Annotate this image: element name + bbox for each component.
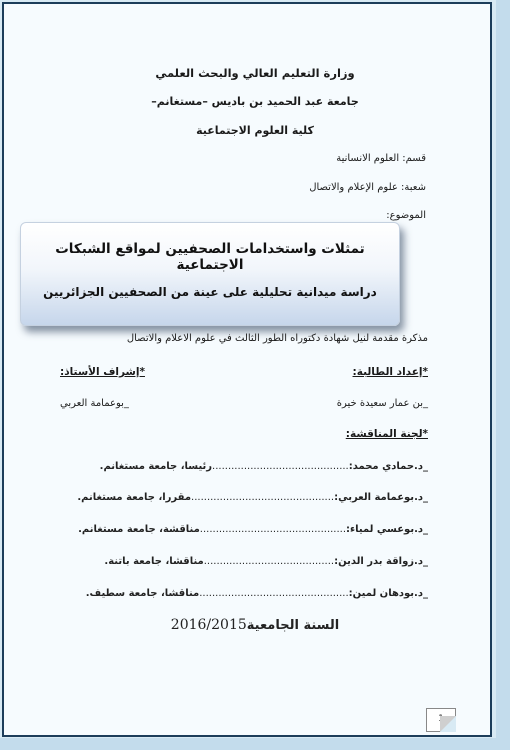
year-label: السنة الجامعية — [246, 618, 340, 633]
ministry-line: وزارة التعليم العالي والبحث العلمي — [155, 66, 355, 80]
committee-row: _د.بودهان لمين:...............................................مناقشا، جامعة سطيف. — [85, 588, 428, 599]
page-edge-bottom — [0, 738, 510, 750]
committee-label: *لجنة المناقشة: — [345, 428, 428, 440]
member-name: _د.بوعمامة العربي — [338, 492, 428, 503]
member-name: _د.حمادي محمد — [352, 461, 428, 472]
academic-year — [0, 617, 510, 633]
member-role: مناقشة، جامعة مستغانم. — [78, 524, 200, 535]
committee-row: _د.حمادي محمد:...........................................رئيسا، جامعة مستغانم. — [99, 461, 428, 472]
memo-line: مذكرة مقدمة لنيل شهادة دكتوراه الطور الثالث في علوم الاعلام والاتصال — [126, 333, 428, 344]
member-dots: ........................................... — [212, 461, 349, 472]
member-dots: ............................................. — [191, 492, 335, 503]
member-dots: .............................................. — [199, 524, 347, 535]
student-label: *إعداد الطالبة: — [352, 366, 428, 378]
member-name: _د.بوعسي لمياء — [350, 524, 428, 535]
member-role: رئيسا، جامعة مستغانم. — [99, 461, 213, 472]
member-dots: ............................................... — [199, 588, 349, 599]
member-dots: ......................................... — [203, 556, 335, 567]
member-role: مناقشا، جامعة سطيف. — [85, 588, 200, 599]
subject-label: الموضوع: — [386, 210, 426, 221]
page-edge-right — [496, 0, 510, 750]
thesis-subtitle: دراسة ميدانية تحليلية على عينة من الصحفيين الجزائريين — [43, 285, 377, 299]
member-name: _د.زواقة بدر الدين — [338, 556, 428, 567]
department-line: قسم: العلوم الانسانية — [336, 153, 426, 164]
branch-line: شعبة: علوم الإعلام والاتصال — [309, 182, 426, 193]
supervisor-name: _بوعمامة العربي — [60, 398, 129, 409]
faculty-line: كلية العلوم الاجتماعية — [196, 124, 314, 137]
title-box — [20, 222, 400, 326]
year-value: 2016/2015 — [170, 617, 247, 633]
page-number: 1 — [426, 708, 456, 732]
committee-row: _د.بوعسي لمياء:..............................................مناقشة، جامعة مستغانم. — [78, 524, 428, 535]
supervisor-label: *إشراف الأستاذ: — [60, 366, 145, 378]
committee-row: _د.بوعمامة العربي:.............................................مقررا، جامعة مستغانم. — [77, 492, 428, 503]
member-role: مقررا، جامعة مستغانم. — [77, 492, 192, 503]
member-name: _د.بودهان لمين — [352, 588, 428, 599]
committee-row: _د.زواقة بدر الدين:.........................................مناقشا، جامعة باتنة. — [104, 556, 428, 567]
university-line: جامعة عبد الحميد بن باديس –مستغانم– — [151, 95, 359, 108]
thesis-title: تمثلات واستخدامات الصحفيين لمواقع الشبكات الاجتماعية — [55, 241, 365, 273]
student-name: _بن عمار سعيدة خيرة — [336, 398, 428, 409]
member-role: مناقشا، جامعة باتنة. — [104, 556, 204, 567]
